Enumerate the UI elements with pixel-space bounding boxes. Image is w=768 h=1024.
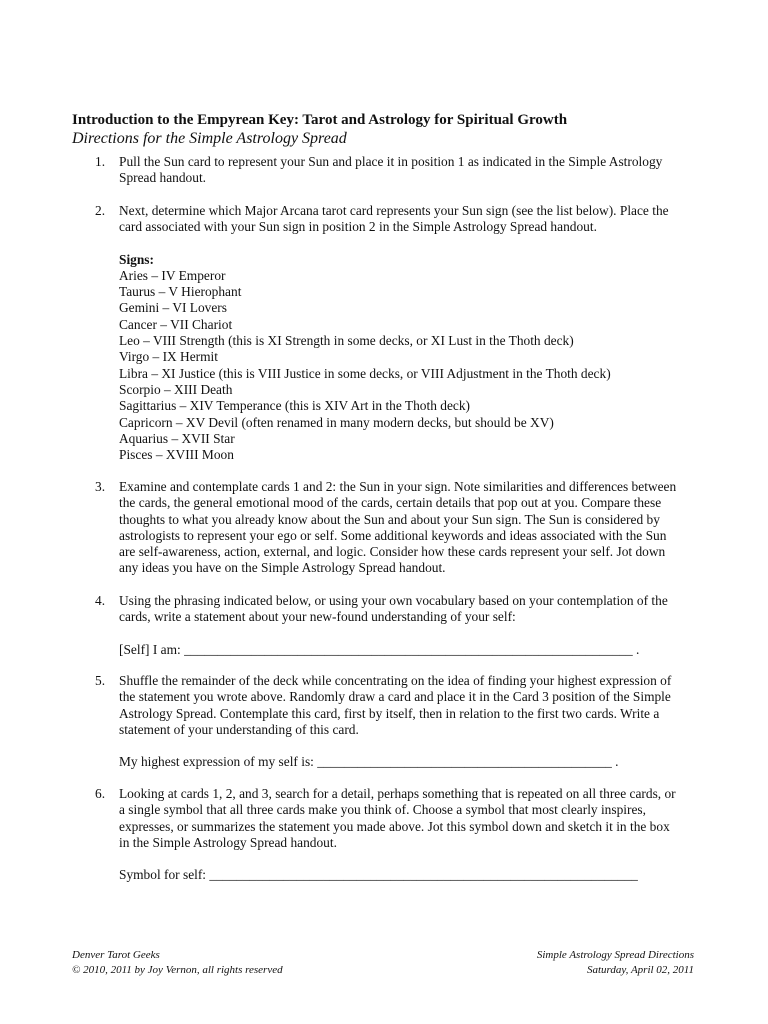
sign-entry: Aries – IV Emperor — [119, 267, 226, 283]
sign-entry: Pisces – XVIII Moon — [119, 447, 234, 463]
step-text-line: cards, write a statement about your new-found understanding of your self: — [119, 609, 516, 625]
step-number: 3. — [95, 479, 106, 494]
sign-entry: Taurus – V Hierophant — [119, 284, 242, 300]
step-text-line: thoughts to what you already know about the Sun and about your Sun sign. The Sun is considered by — [119, 511, 660, 527]
step-number: 2. — [95, 203, 106, 218]
step-6 — [72, 786, 712, 883]
highest-expression-blank: My highest expression of my self is: ____________________________________________ . — [119, 754, 619, 770]
step-text-line: Pull the Sun card to represent your Sun and place it in position 1 as indicated in the Simple Astrology — [119, 154, 663, 169]
sign-entry: Gemini – VI Lovers — [119, 300, 227, 316]
step-text-line: the statement you wrote above. Randomly draw a card and place it in the Card 3 position of the Simple — [119, 689, 671, 705]
signs-heading: Signs: — [119, 251, 154, 267]
step-text-line: a single symbol that all three cards make you think of. Choose a symbol that most clearly inspires, — [119, 802, 646, 818]
footer-copyright: © 2010, 2011 by Joy Vernon, all rights reserved — [72, 963, 283, 976]
step-1 — [72, 154, 712, 187]
step-number: 6. — [95, 786, 106, 801]
step-text-line: Examine and contemplate cards 1 and 2: the Sun in your sign. Note similarities and differences between — [119, 479, 677, 494]
sign-entry: Virgo – IX Hermit — [119, 349, 218, 365]
step-text-line: card associated with your Sun sign in position 2 in the Simple Astrology Spread handout. — [119, 219, 597, 235]
sign-entry: Scorpio – XIII Death — [119, 381, 233, 397]
sign-entry: Leo – VIII Strength (this is XI Strength in some decks, or XI Lust in the Thoth deck) — [119, 333, 574, 349]
footer-right — [537, 948, 694, 977]
sign-entry: Sagittarius – XIV Temperance (this is XIV Art in the Thoth deck) — [119, 398, 470, 414]
step-4 — [72, 593, 712, 658]
step-text-line: the cards, the general emotional mood of the cards, certain details that pop out at you. Compare these — [119, 495, 662, 511]
step-text-line: any ideas you have on the Simple Astrology Spread handout. — [119, 560, 446, 576]
step-text-line: in the Simple Astrology Spread handout. — [119, 834, 337, 850]
step-text-line: Shuffle the remainder of the deck while concentrating on the idea of finding your highest expression of — [119, 673, 672, 688]
step-2 — [72, 203, 712, 463]
step-text-line: are self-awareness, action, external, and logic. Consider how these cards represent your self. Jot down — [119, 544, 666, 560]
step-text-line: Spread handout. — [119, 170, 207, 186]
sign-entry: Cancer – VII Chariot — [119, 316, 233, 332]
document-subtitle: Directions for the Simple Astrology Spread — [72, 130, 347, 147]
sign-entry: Capricorn – XV Devil (often renamed in many modern decks, but should be XV) — [119, 414, 554, 430]
footer-left — [72, 948, 283, 977]
self-statement-blank: [Self] I am: ___________________________________________________________________ . — [119, 641, 640, 657]
step-text-line: Next, determine which Major Arcana tarot card represents your Sun sign (see the list below). Place the — [119, 203, 669, 218]
footer-organization: Denver Tarot Geeks — [72, 949, 160, 961]
document-title: Introduction to the Empyrean Key: Tarot and Astrology for Spiritual Growth — [72, 112, 568, 128]
step-5 — [72, 673, 712, 770]
step-text-line: Astrology Spread. Contemplate this card, first by itself, then in relation to the first two cards. Write a — [119, 705, 660, 721]
sign-entry: Aquarius – XVII Star — [119, 430, 235, 446]
footer-document-name: Simple Astrology Spread Directions — [536, 949, 694, 961]
step-text-line: Looking at cards 1, 2, and 3, search for a detail, perhaps something that is repeated on all three cards, or — [119, 786, 676, 801]
step-text-line: expresses, or summarizes the statement you made above. Jot this symbol down and sketch it in the box — [119, 818, 670, 834]
step-3 — [72, 479, 712, 577]
step-text-line: statement of your understanding of this card. — [119, 721, 359, 737]
step-text-line: Using the phrasing indicated below, or using your own vocabulary based on your contemplation of the — [119, 593, 668, 608]
step-text-line: astrologists to represent your ego or self. Some additional keywords and ideas associated with the Sun — [119, 527, 667, 543]
sign-entry: Libra – XI Justice (this is VIII Justice in some decks, or VIII Adjustment in the Thoth deck) — [119, 365, 611, 381]
step-number: 1. — [95, 154, 106, 169]
step-number: 5. — [95, 673, 106, 688]
footer-date: Saturday, April 02, 2011 — [586, 963, 694, 976]
signs-list — [119, 252, 712, 464]
symbol-for-self-blank: Symbol for self: ________________________________________________________________ — [119, 867, 638, 883]
step-number: 4. — [95, 593, 106, 608]
